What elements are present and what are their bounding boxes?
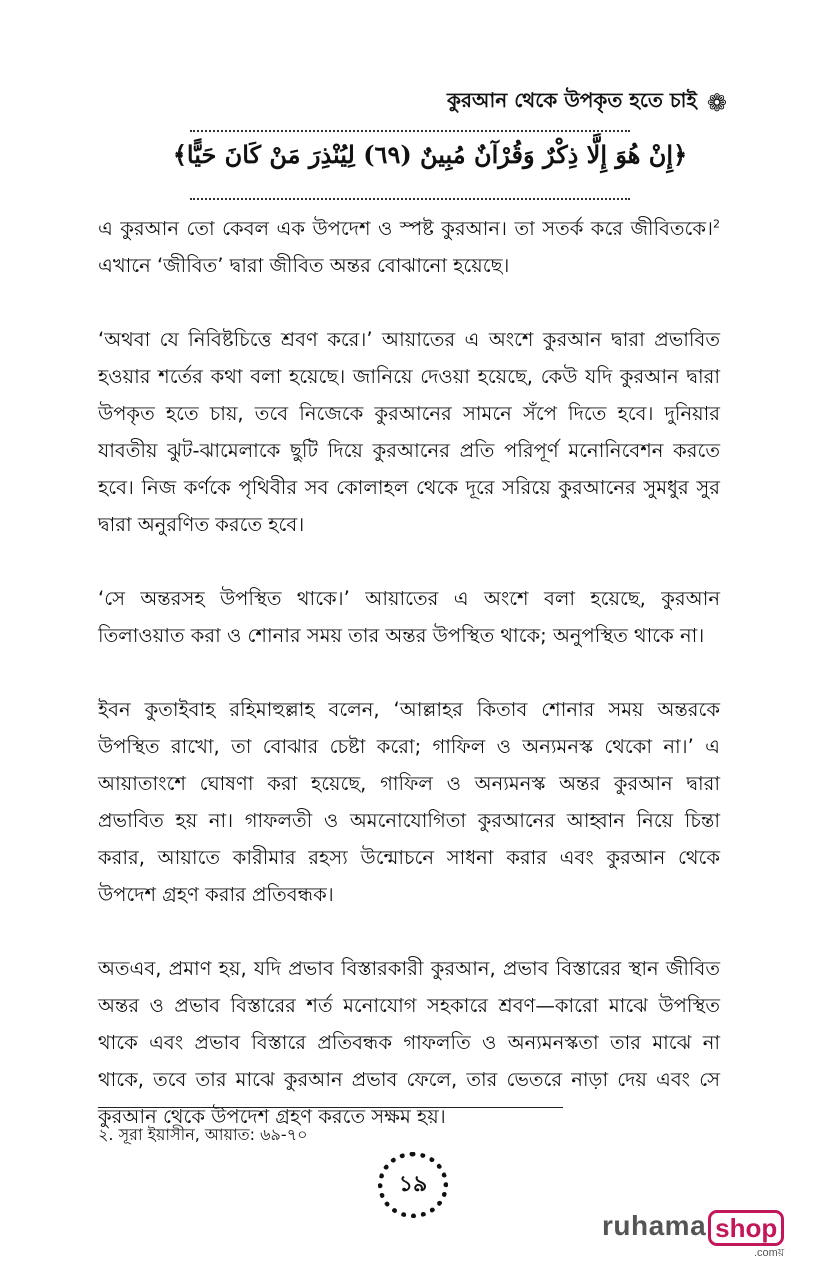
footnote-ref[interactable]: 2 <box>713 217 720 231</box>
paragraph: ‘সে অন্তরসহ উপস্থিত থাকে।’ আয়াতের এ অংশে বলা হয়েছে, কুরআন তিলাওয়াত করা ও শোনার সময় তার অন্তর উপস্থিত থাকে; অনুপস্থিত থাকে না। <box>98 587 720 647</box>
page-number: ১৯ <box>398 1171 428 1197</box>
paragraph <box>98 210 720 284</box>
paragraph-text: এ কুরআন তো কেবল এক উপদেশ ও স্পষ্ট কুরআন। তা সতর্ক করে জীবিতকে। <box>98 217 713 240</box>
header-title: কুরআন থেকে উপকৃত হতে চাই <box>446 88 697 112</box>
main-text <box>98 210 720 1172</box>
bottom-dotted-divider <box>190 198 630 200</box>
footnote-rule <box>98 1107 563 1108</box>
paragraph-text: এখানে ‘জীবিত’ দ্বারা জীবিত অন্তর বোঝানো হয়েছে। <box>98 254 510 277</box>
page-number-badge <box>378 1152 448 1218</box>
quran-verse: ﴿إِنْ هُوَ إِلَّا ذِكْرٌ وَقُرْآنٌ مُبِينٌ (٦٩) لِيُنْذِرَ مَنْ كَانَ حَيًّا﴾ <box>172 140 688 169</box>
paragraph: অতএব, প্রমাণ হয়, যদি প্রভাব বিস্তারকারী কুরআন, প্রভাব বিস্তারের স্থান জীবিত অন্তর ও প্রভাব বিস্তারের শর্ত মনোযোগ সহকারে শ্রবণ—কারো মাঝে উপস্থিত থাকে এবং প্রভাব বিস্তারে প্রতিবন্ধক গাফলতি ও অন্যমনস্কতা তার মাঝে না থাকে, তবে তার মাঝে কুরআন প্রভাব ফেলে, তার ভেতরে নাড়া দেয় এবং সে কুরআন থেকে উপদেশ গ্রহণ করতে সক্ষম হয়। <box>98 957 720 1128</box>
footnote: ২. সূরা ইয়াসীন, আয়াত: ৬৯-৭০ <box>98 1125 308 1144</box>
running-header <box>447 86 727 119</box>
top-dotted-divider <box>190 130 630 132</box>
flower-ornament-icon: ❁ <box>706 88 727 117</box>
paragraph: ইবন কুতাইবাহ রহিমাহুল্লাহ বলেন, ‘আল্লাহর কিতাব শোনার সময় অন্তরকে উপস্থিত রাখো, তা বোঝার চেষ্টা করো; গাফিল ও অন্যমনস্ক থেকো না।’ এ আয়াতাংশে ঘোষণা করা হয়েছে, গাফিল ও অন্যমনস্ক অন্তর কুরআন দ্বারা প্রভাবিত হয় না। গাফলতী ও অমনোযোগিতা কুরআনের আহ্বান নিয়ে চিন্তা করার, আয়াতে কারীমার রহস্য উন্মোচনে সাধনা করার এবং কুরআন থেকে উপদেশ গ্রহণ করার প্রতিবন্ধক। <box>98 698 720 906</box>
ruhamashop-logo: ruhama shop .comয় <box>602 1210 785 1259</box>
paragraph: ‘অথবা যে নিবিষ্টচিত্তে শ্রবণ করে।’ আয়াতের এ অংশে কুরআন দ্বারা প্রভাবিত হওয়ার শর্তের কথা বলা হয়েছে। জানিয়ে দেওয়া হয়েছে, কেউ যদি কুরআন দ্বারা উপকৃত হতে চায়, তবে নিজেকে কুরআনের সামনে সঁপে দিতে হবে। দুনিয়ার যাবতীয় ঝুট-ঝামেলাকে ছুটি দিয়ে কুরআনের প্রতি পরিপূর্ণ মনোনিবেশন করতে হবে। নিজ কর্ণকে পৃথিবীর সব কোলাহল থেকে দূরে সরিয়ে কুরআনের সুমধুর সুর দ্বারা অনুরণিত করতে হবে। <box>98 328 720 536</box>
